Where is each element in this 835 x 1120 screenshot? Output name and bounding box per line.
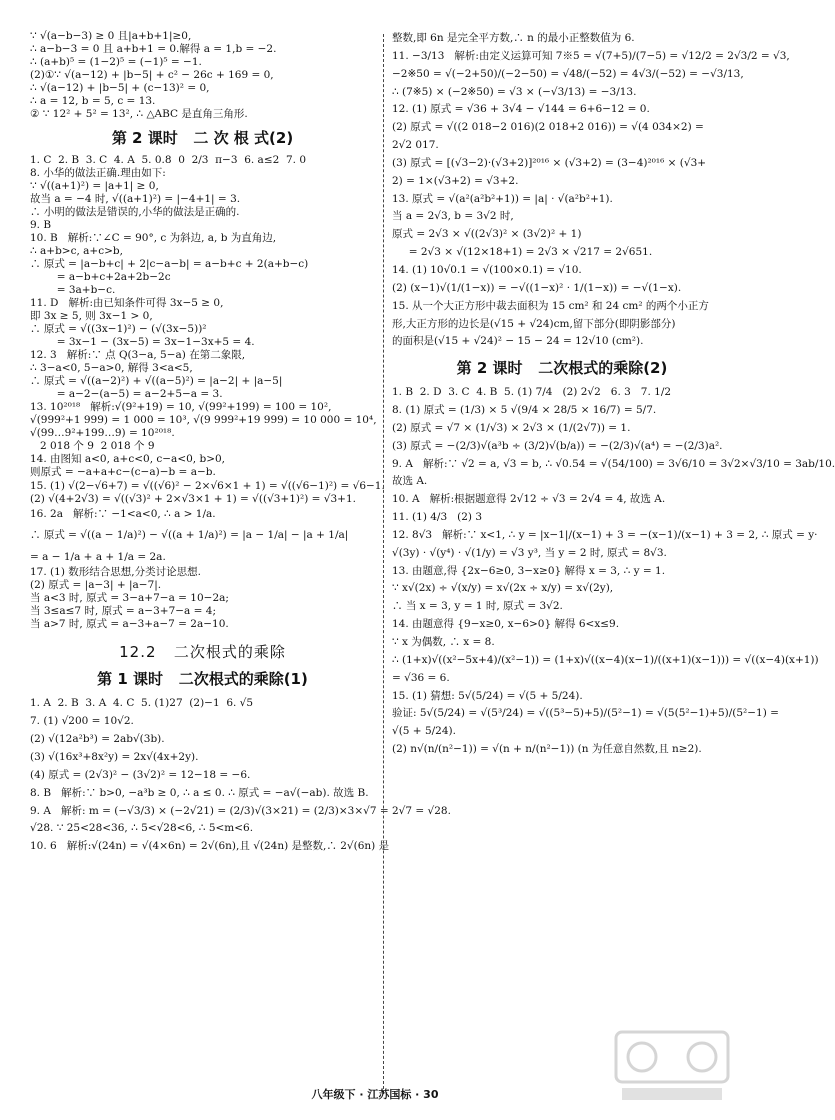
left-top-lines (30, 30, 375, 121)
answer-line: ∴ 3−a<0, 5−a>0, 解得 3<a<5, (30, 362, 193, 375)
answer-line: 13. 由题意,得 {2x−6≥0, 3−x≥0} 解得 x = 3, ∴ y = 1. (392, 564, 666, 577)
answer-line: ∴ √(a−12) + |b−5| + (c−13)² = 0, (30, 82, 210, 95)
answer-line: 1. B 2. D 3. C 4. B 5. (1) 7/4 (2) 2√2 6. 3 7. 1/2 (392, 386, 672, 399)
answer-line: 12. (1) 原式 = √36 + 3√4 − √144 = 6+6−12 = 0. (392, 103, 650, 116)
answer-line: 15. (1) √(2−√6+7) = √((√6)² − 2×√6×1 + 1) = √((√6−1)²) = √6−1. (30, 479, 385, 492)
answer-line: 8. (1) 原式 = (1/3) × 5 √(9/4 × 28/5 × 16/7) = 5/7. (392, 404, 657, 417)
lesson-heading-2: 第 1 课时 二次根式的乘除(1) (97, 670, 308, 689)
answer-line: 1. C 2. B 3. C 4. A 5. 0.8 0 2/3 π−3 6. a≤2 7. 0 (30, 154, 307, 167)
answer-line: 13. 10²⁰¹⁸ 解析:√(9²+19) = 10, √(99²+199) = 100 = 10², (30, 401, 332, 414)
answer-line: ∴ (a+b)⁵ = (1−2)⁵ = (−1)⁵ = −1. (30, 56, 202, 69)
answer-line: 11. −3/13 解析:由定义运算可知 7※5 = √(7+5)/(7−5) = √12/2 = 2√3/2 = √3, (392, 49, 790, 62)
answer-line: √(999²+1 999) = 1 000 = 10³, √(9 999²+19 999) = 10 000 = 10⁴, (30, 414, 377, 427)
answer-line: = a−b+c+2a+2b−2c (30, 271, 171, 284)
answer-line: 即 3x ≥ 5, 则 3x−1 > 0, (30, 310, 153, 323)
page-footer: 八年级下 · 江苏国标 · 30 (311, 1088, 439, 1101)
answer-line: ∵ √((a+1)²) = |a+1| ≥ 0, (30, 180, 159, 193)
answer-line: 形,大正方形的边长是(√15 + √24)cm,留下部分(即阴影部分) (392, 317, 676, 330)
answer-line: (2) 原式 = |a−3| + |a−7|. (30, 579, 162, 592)
answer-line: 14. (1) 10√0.1 = √(100×0.1) = √10. (392, 263, 582, 276)
answer-line: 7. (1) √200 = 10√2. (30, 715, 134, 728)
q16-line-a: 16. 2a 解析:∵ −1<a<0, ∴ a > 1/a. (30, 507, 216, 520)
q16-line-c: = a − 1/a + a + 1/a = 2a. (30, 550, 166, 563)
answer-line: 整数,即 6n 是完全平方数,∴ n 的最小正整数值为 6. (392, 32, 635, 44)
answer-line: 当 a>7 时, 原式 = a−3+a−7 = 2a−10. (30, 618, 229, 631)
answer-line: = a−2−(a−5) = a−2+5−a = 3. (30, 388, 223, 401)
answer-line: 12. 8√3 解析:∵ x<1, ∴ y = |x−1|/(x−1) + 3 = −(x−1)/(x−1) + 3 = 2, ∴ 原式 = y· (392, 528, 818, 541)
answer-line: ∴ 原式 = |a−b+c| + 2|c−a−b| = a−b+c + 2(a+b−c) (30, 258, 309, 271)
answer-line: (3) 原式 = −(2/3)√(a³b ÷ (3/2)√(b/a)) = −(2/3)√(a⁴) = −(2/3)a². (392, 439, 723, 452)
left-answers-1 (30, 154, 385, 505)
answer-line: 当 a = 2√3, b = 3√2 时, (392, 210, 514, 223)
answer-line: √(99…9²+199…9) = 10²⁰¹⁸. (30, 427, 175, 440)
answer-line: ∴ 当 x = 3, y = 1 时, 原式 = 3√2. (392, 600, 563, 613)
answer-line: 2√2 017. (392, 139, 439, 152)
answer-line: = √36 = 6. (392, 671, 450, 684)
answer-line: 8. 小华的做法正确.理由如下: (30, 167, 166, 180)
answer-line: 故选 A. (392, 475, 428, 488)
answer-line: 12. 3 解析:∵ 点 Q(3−a, 5−a) 在第二象限, (30, 349, 246, 362)
answer-line: ∴ 原式 = √((a−2)²) + √((a−5)²) = |a−2| + |a−5| (30, 375, 283, 388)
answer-line: 当 3≤a≤7 时, 原式 = a−3+7−a = 4; (30, 605, 217, 618)
answer-line: ∴ a−b−3 = 0 且 a+b+1 = 0.解得 a = 1,b = −2. (30, 43, 277, 56)
answer-line: 14. 由题意得 {9−x≥0, x−6>0} 解得 6<x≤9. (392, 618, 620, 631)
answer-line: ∴ 原式 = √((3x−1)²) − (√(3x−5))² (30, 323, 207, 336)
right-answers-1 (392, 30, 790, 351)
answer-line: 9. A 解析:∵ √2 = a, √3 = b, ∴ √0.54 = √(54/100) = 3√6/10 = 3√2×√3/10 = 3ab/10. (392, 457, 835, 470)
answer-line: 14. 由图知 a<0, a+c<0, c−a<0, b>0, (30, 453, 226, 466)
answer-line: 17. (1) 数形结合思想,分类讨论思想. (30, 566, 201, 579)
answer-line: 9. B (30, 219, 52, 232)
answer-line: (2)①∵ √(a−12) + |b−5| + c² − 26c + 169 = 0, (30, 69, 274, 82)
answer-line: = 2√3 × √(12×18+1) = 2√3 × √217 = 2√651. (392, 246, 653, 259)
right-answers-2 (392, 384, 835, 759)
answer-line: (2) √(12a²b³) = 2ab√(3b). (30, 733, 165, 746)
lesson-heading-1: 第 2 课时 二 次 根 式(2) (111, 129, 294, 148)
left-answers-2 (30, 566, 375, 631)
column-divider (383, 34, 384, 1094)
lesson-heading-3: 第 2 课时 二次根式的乘除(2) (456, 359, 668, 378)
answer-line: 2 018 个 9 2 018 个 9 (30, 440, 155, 453)
answer-line: 15. 从一个大正方形中裁去面积为 15 cm² 和 24 cm² 的两个小正方 (392, 299, 709, 312)
answer-line: (2) 原式 = √((2 018−2 016)(2 018+2 016)) = √(4 034×2) = (392, 121, 704, 134)
answer-line: (2) √(4+2√3) = √((√3)² + 2×√3×1 + 1) = √((√3+1)²) = √3+1. (30, 492, 356, 505)
right-column (392, 30, 835, 759)
answer-line: ∴ (1+x)√((x²−5x+4)/(x²−1)) = (1+x)√((x−4)(x−1)/((x+1)(x−1))) = √((x−4)(x+1)) (392, 653, 819, 666)
answer-line: ∵ x√(2x) ÷ √(x/y) = x√(2x ÷ x/y) = x√(2y), (392, 582, 614, 595)
q16-line-b: ∴ 原式 = √((a − 1/a)²) − √((a + 1/a)²) = |a − 1/a| − |a + 1/a| (30, 529, 349, 542)
answer-line: 原式 = 2√3 × √((2√3)² × (3√2)² + 1) (392, 228, 582, 241)
answer-line: ∴ a+b>c, a+c>b, (30, 245, 123, 258)
answer-line: ∴ a = 12, b = 5, c = 13. (30, 95, 156, 108)
answer-line: 则原式 = −a+a+c−(c−a)−b = a−b. (30, 466, 216, 479)
answer-line: 15. (1) 猜想: 5√(5/24) = √(5 + 5/24). (392, 689, 583, 702)
answer-line: √(3y) · √(y⁴) · √(1/y) = √3 y³, 当 y = 2 时, 原式 = 8√3. (392, 546, 667, 559)
watermark-logo (612, 1026, 732, 1106)
answer-line: ∵ √(a−b−3) ≥ 0 且|a+b+1|≥0, (30, 30, 192, 42)
answer-line: (2) n√(n/(n²−1)) = √(n + n/(n²−1)) (n 为任意自然数,且 n≥2). (392, 743, 702, 756)
answer-line: 2) = 1×(√3+2) = √3+2. (392, 174, 519, 187)
answer-line: √28. ∵ 25<28<36, ∴ 5<√28<6, ∴ 5<m<6. (30, 822, 254, 835)
answer-line: 故当 a = −4 时, √((a+1)²) = |−4+1| = 3. (30, 193, 241, 206)
answer-line: −2※50 = √(−2+50)/(−2−50) = √48/(−52) = 4√3/(−52) = −√3/13, (392, 67, 744, 80)
answer-line: 11. (1) 4/3 (2) 3 (392, 511, 483, 524)
answer-line: (3) √(16x³+8x²y) = 2x√(4x+2y). (30, 751, 199, 764)
section-heading: 12.2 二次根式的乘除 (119, 643, 286, 662)
answer-line: ∵ x 为偶数, ∴ x = 8. (392, 636, 495, 648)
answer-line: = 3x−1 − (3x−5) = 3x−1−3x+5 = 4. (30, 336, 255, 349)
answer-line: 验证: 5√(5/24) = √(5³/24) = √((5³−5)+5)/(5²−1) = √(5(5²−1)+5)/(5²−1) = (392, 707, 779, 720)
answer-line: 8. B 解析:∵ b>0, −a³b ≥ 0, ∴ a ≤ 0. ∴ 原式 = −a√(−ab). 故选 B. (30, 786, 369, 799)
answer-line: ∴ 小明的做法是错误的,小华的做法是正确的. (30, 206, 240, 219)
answer-line: (2) (x−1)√(1/(1−x)) = −√((1−x)² · 1/(1−x)) = −√(1−x). (392, 281, 682, 294)
answer-line: 1. A 2. B 3. A 4. C 5. (1)27 (2)−1 6. √5 (30, 697, 254, 710)
answer-line: = 3a+b−c. (30, 284, 116, 297)
answer-line: ∴ (7※5) × (−2※50) = √3 × (−√3/13) = −3/13. (392, 85, 637, 98)
answer-line: (2) 原式 = √7 × (1/√3) × 2√3 × (1/(2√7)) = 1. (392, 421, 631, 434)
answer-line: 的面积是(√15 + √24)² − 15 − 24 = 12√10 (cm²). (392, 335, 644, 348)
answer-line: 10. 6 解析:√(24n) = √(4×6n) = 2√(6n),且 √(24n) 是整数,∴ 2√(6n) 是 (30, 840, 390, 853)
answer-line: 13. 原式 = √(a²(a²b²+1)) = |a| · √(a²b²+1). (392, 192, 613, 205)
answer-line: (4) 原式 = (2√3)² − (3√2)² = 12−18 = −6. (30, 768, 251, 781)
answer-line: 当 a<3 时, 原式 = 3−a+7−a = 10−2a; (30, 592, 229, 605)
answer-line: 10. A 解析:根据题意得 2√12 ÷ √3 = 2√4 = 4, 故选 A. (392, 493, 666, 506)
answer-line: ② ∵ 12² + 5² = 13², ∴ △ABC 是直角三角形. (30, 108, 248, 121)
answer-line: (3) 原式 = [(√3−2)·(√3+2)]²⁰¹⁶ × (√3+2) = (3−4)²⁰¹⁶ × (√3+ (392, 156, 707, 169)
answer-line: 11. D 解析:由已知条件可得 3x−5 ≥ 0, (30, 297, 224, 310)
answer-line: √(5 + 5/24). (392, 725, 456, 738)
answer-line: 10. B 解析:∵∠C = 90°, c 为斜边, a, b 为直角边, (30, 232, 277, 245)
answer-line: 9. A 解析: m = (−√3/3) × (−2√21) = (2/3)√(3×21) = (2/3)×3×√7 = 2√7 = √28. (30, 804, 451, 817)
